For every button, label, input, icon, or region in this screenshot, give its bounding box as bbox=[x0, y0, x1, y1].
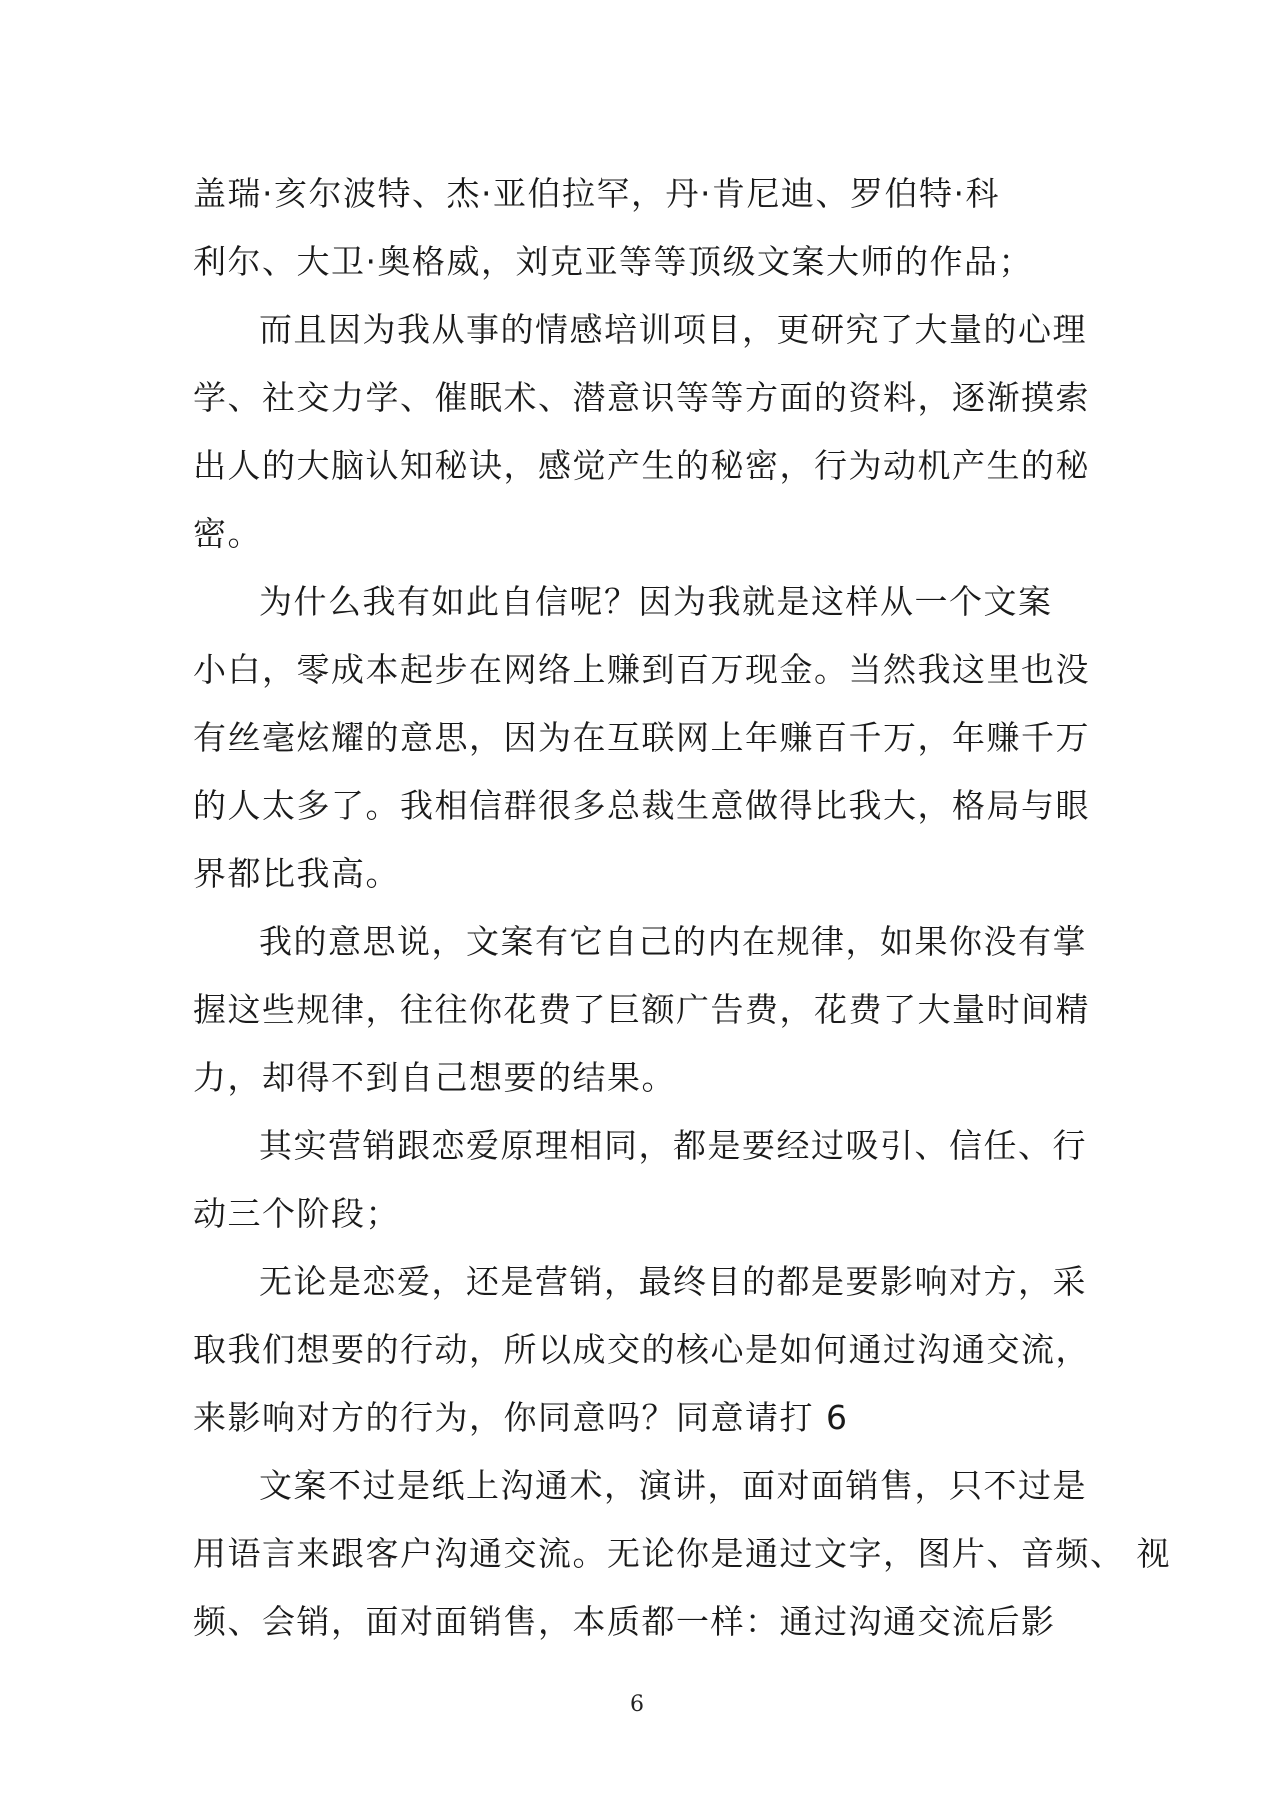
text-line: 握这些规律，往往你花费了巨额广告费，花费了大量时间精 bbox=[193, 990, 1090, 1029]
text-line: 动三个阶段； bbox=[193, 1194, 400, 1233]
paragraph bbox=[193, 568, 1088, 908]
text-line: 取我们想要的行动，所以成交的核心是如何通过沟通交流， bbox=[193, 1330, 1090, 1369]
text-line: 利尔、大卫·奥格威，刘克亚等等顶级文案大师的作品； bbox=[193, 242, 1033, 281]
text-line: 出人的大脑认知秘诀，感觉产生的秘密，行为动机产生的秘 bbox=[193, 446, 1090, 485]
text-line: 的人太多了。我相信群很多总裁生意做得比我大，格局与眼 bbox=[193, 786, 1090, 825]
text-line: 有丝毫炫耀的意思，因为在互联网上年赚百千万，年赚千万 bbox=[193, 718, 1090, 757]
text-line: 界都比我高。 bbox=[193, 854, 400, 893]
text-line: 文案不过是纸上沟通术，演讲，面对面销售，只不过是 bbox=[259, 1466, 1087, 1505]
text-line: 盖瑞·亥尔波特、杰·亚伯拉罕，丹·肯尼迪、罗伯特·科 bbox=[193, 174, 1000, 213]
text-line: 力，却得不到自己想要的结果。 bbox=[193, 1058, 676, 1097]
paragraph bbox=[193, 1452, 1171, 1656]
paragraph bbox=[193, 160, 1088, 296]
text-line: 频、会销，面对面销售，本质都一样：通过沟通交流后影 bbox=[193, 1602, 1056, 1641]
paragraph bbox=[193, 908, 1088, 1112]
text-line: 我的意思说，文案有它自己的内在规律，如果你没有掌 bbox=[259, 922, 1087, 961]
paragraph bbox=[193, 1248, 1088, 1452]
page-number: 6 bbox=[630, 1692, 644, 1717]
paragraph bbox=[193, 1112, 1088, 1248]
text-line: 来影响对方的行为，你同意吗？同意请打 6 bbox=[193, 1398, 849, 1437]
text-line: 无论是恋爱，还是营销，最终目的都是要影响对方，采 bbox=[259, 1262, 1087, 1301]
text-line: 小白，零成本起步在网络上赚到百万现金。当然我这里也没 bbox=[193, 650, 1090, 689]
paragraph bbox=[193, 296, 1088, 568]
text-line: 用语言来跟客户沟通交流。无论你是通过文字，图片、音频、 视 bbox=[193, 1534, 1171, 1573]
text-line: 为什么我有如此自信呢？因为我就是这样从一个文案 bbox=[259, 582, 1053, 621]
text-line: 学、社交力学、催眠术、潜意识等等方面的资料，逐渐摸索 bbox=[193, 378, 1090, 417]
text-line: 密。 bbox=[193, 514, 262, 553]
text-line: 而且因为我从事的情感培训项目，更研究了大量的心理 bbox=[259, 310, 1087, 349]
body-text bbox=[193, 160, 1171, 1656]
text-line: 其实营销跟恋爱原理相同，都是要经过吸引、信任、行 bbox=[259, 1126, 1087, 1165]
